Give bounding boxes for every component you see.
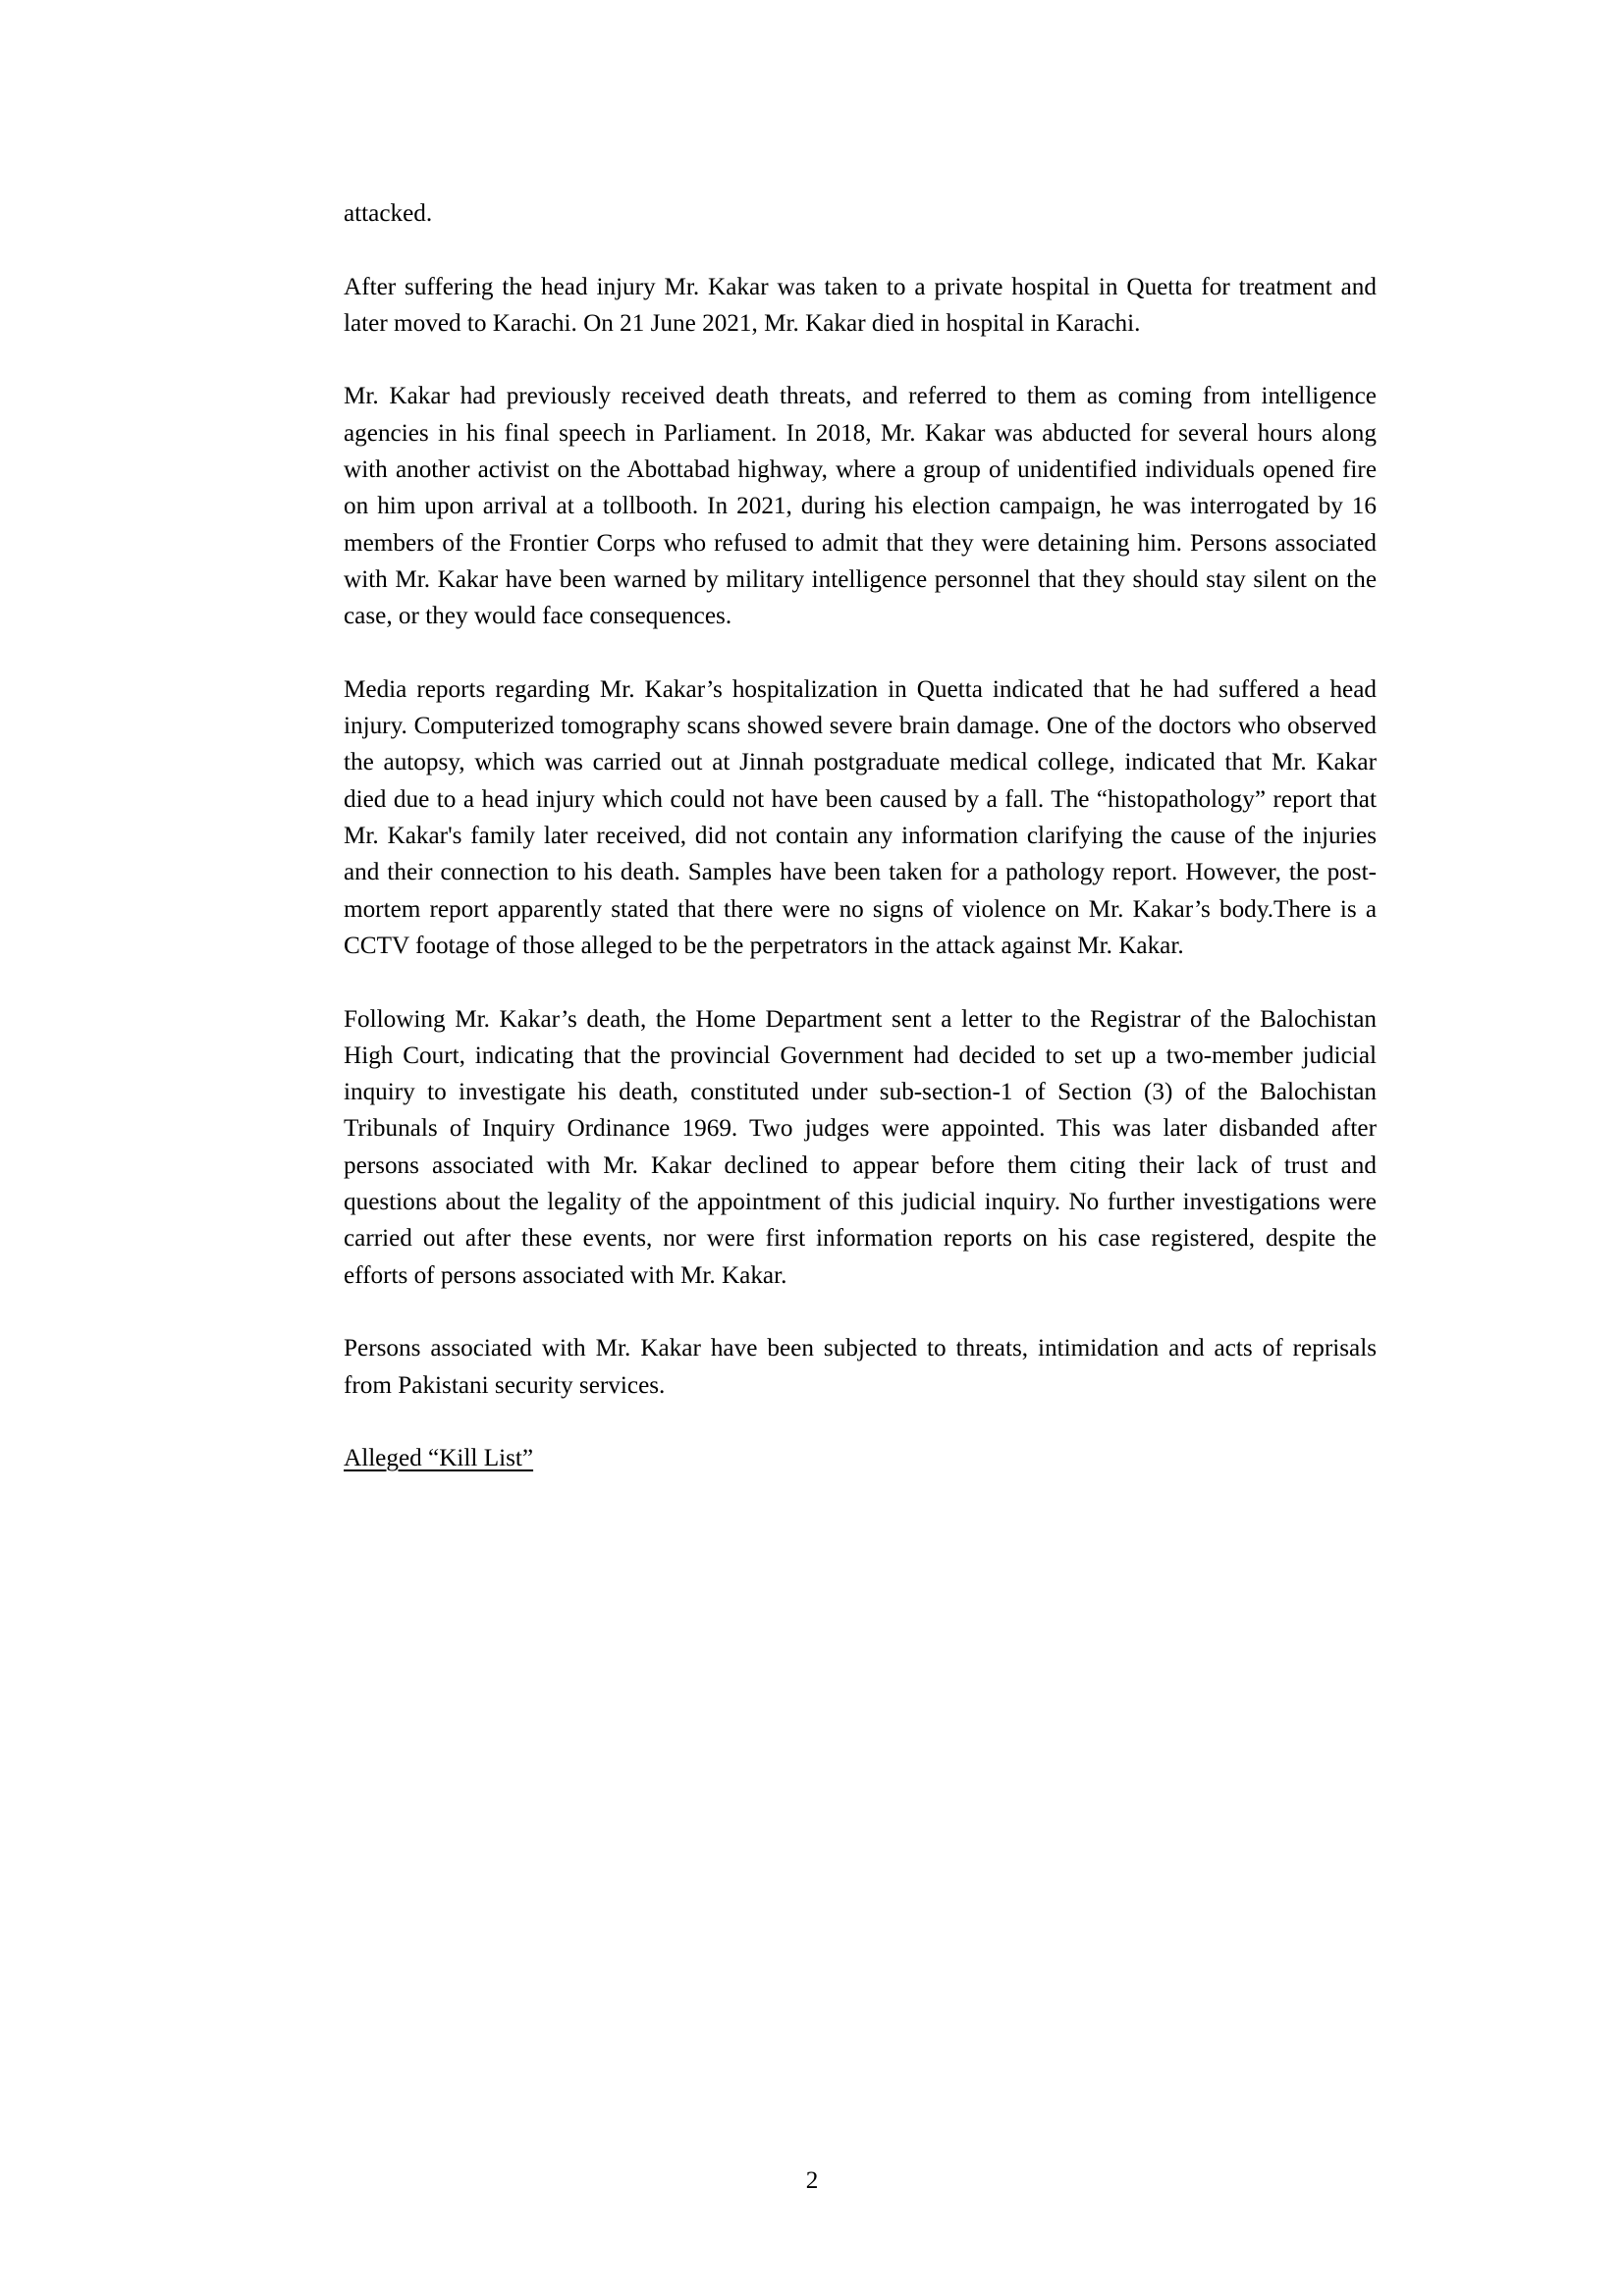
paragraph-prior-threats: Mr. Kakar had previously received death threats, and referred to them as coming from intelligence agencies in his final speech in Parliament. In 2018, Mr. Kakar was abducted for several hours along with another activist on the Abottabad highway, where a group of unidentified individuals opened fire on him upon arrival at a tollbooth. In 2021, during his election campaign, he was interrogated by 16 members of the Frontier Corps who refused to admit that they were detaining him. Persons associated with Mr. Kakar have been warned by military intelligence personnel that they should stay silent on the case, or they would face consequences. [344,383,1377,630]
section-heading-kill-list: Alleged “Kill List” [344,1445,534,1472]
page-number: 2 [805,2167,819,2194]
paragraph-reprisals: Persons associated with Mr. Kakar have been subjected to threats, intimidation and acts of reprisals from Pakistani security services. [344,1335,1377,1399]
document-body [344,195,1377,1476]
paragraph-judicial-inquiry: Following Mr. Kakar’s death, the Home Department sent a letter to the Registrar of the Balochistan High Court, indicating that the provincial Government had decided to set up a two-member judicial inquiry to investigate his death, constituted under sub-section-1 of Section (3) of the Balochistan Tribunals of Inquiry Ordinance 1969. Two judges were appointed. This was later disbanded after persons associated with Mr. Kakar declined to appear before them citing their lack of trust and questions about the legality of the appointment of this judicial inquiry. No further investigations were carried out after these events, nor were first information reports on his case registered, despite the efforts of persons associated with Mr. Kakar. [344,1005,1377,1289]
paragraph-hospitalization-death: After suffering the head injury Mr. Kakar was taken to a private hospital in Quetta for treatment and later moved to Karachi. On 21 June 2021, Mr. Kakar died in hospital in Karachi. [344,273,1377,337]
paragraph-attacked-continuation: attacked. [344,200,433,227]
paragraph-media-reports-autopsy: Media reports regarding Mr. Kakar’s hospitalization in Quetta indicated that he had suffered a head injury. Computerized tomography scans showed severe brain damage. One of the doctors who observed the autopsy, which was carried out at Jinnah postgraduate medical college, indicated that Mr. Kakar died due to a head injury which could not have been caused by a fall. The “histopathology” report that Mr. Kakar's family later received, did not contain any information clarifying the cause of the injuries and their connection to his death. Samples have been taken for a pathology report. However, the post-mortem report apparently stated that there were no signs of violence on Mr. Kakar’s body.There is a CCTV footage of those alleged to be the perpetrators in the attack against Mr. Kakar. [344,675,1377,959]
